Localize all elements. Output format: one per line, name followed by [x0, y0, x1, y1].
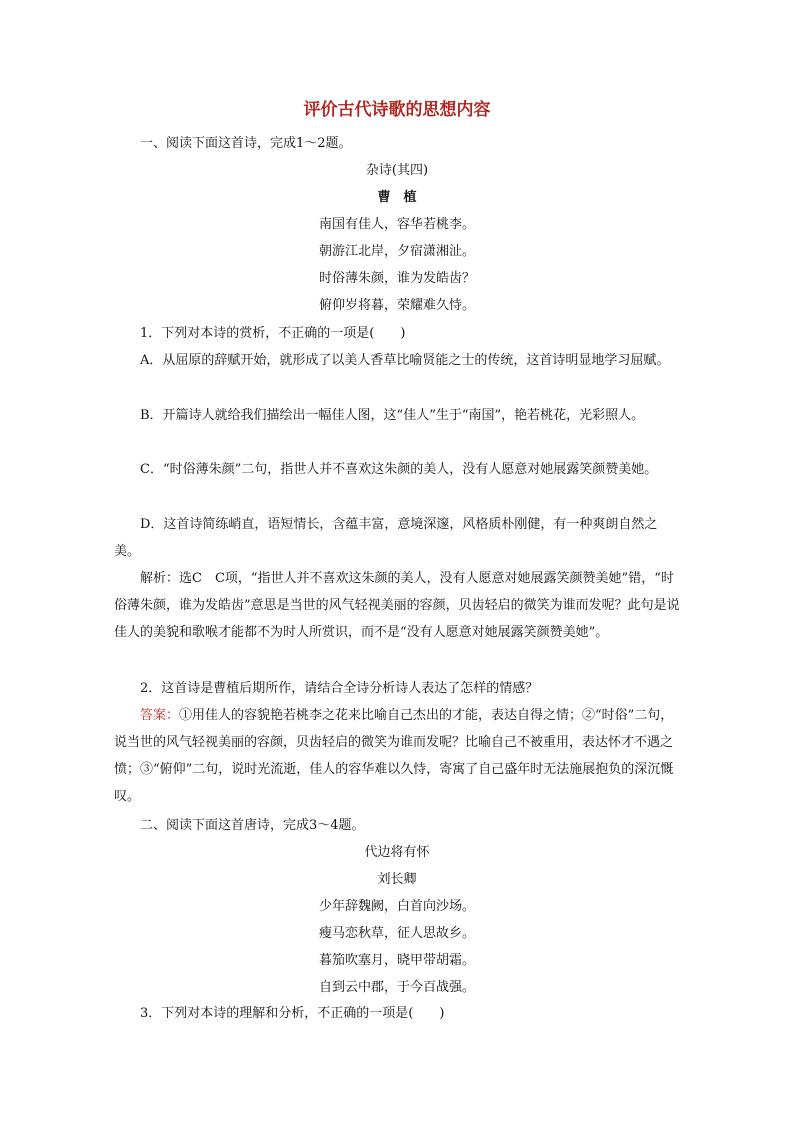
poem1-author: 曹 植 — [377, 190, 417, 205]
poem1-line-1: 南国有佳人，容华若桃李。 — [318, 217, 475, 232]
analysis-label: 解析： — [140, 571, 180, 586]
poem2-line-1: 少年辞魏阙，白首向沙场。 — [318, 899, 475, 914]
poem2-line-4: 自到云中郡，于今百战强。 — [318, 980, 475, 995]
poem1-title: 杂诗(其四) — [365, 163, 429, 178]
poem1-line-2: 朝游江北岸，夕宿潇湘沚。 — [318, 244, 475, 259]
answer-label: 答案： — [140, 708, 180, 723]
question-1-option-c: C．“时俗薄朱颜”二句，指世人并不喜欢这朱颜的美人，没有人愿意对她展露笑颜赞美她。 — [140, 462, 658, 477]
question-2-stem: 2．这首诗是曹植后期所作，请结合全诗分析诗人表达了怎样的情感？ — [140, 681, 539, 696]
question-1-stem: 1．下列对本诗的赏析，不正确的一项是( ) — [140, 326, 406, 341]
question-1-analysis — [114, 565, 682, 646]
poem1-line-4: 俯仰岁将暮，荣耀难久恃。 — [318, 298, 475, 313]
poem2-author: 刘长卿 — [377, 872, 417, 887]
analysis-text: 选C C项，“指世人并不喜欢这朱颜的美人，没有人愿意对她展露笑颜赞美她”错，“时俗薄朱颜，谁为发皓齿”意思是当世的风气轻视美丽的容颜，贝齿轻启的微笑为谁而发呢？此句是说佳人的美貌和歌喉才能都不为时人所赏识，而不是“没有人愿意对她展露笑颜赞美她”。 — [114, 571, 680, 640]
question-1-option-d: D．这首诗简练峭直，语短情长，含蕴丰富，意境深邃，风格质朴刚健，有一种爽朗自然之美。 — [114, 517, 658, 559]
question-1-option-a: A．从屈原的辞赋开始，就形成了以美人香草比喻贤能之士的传统，这首诗明显地学习屈赋。 — [140, 353, 670, 368]
poem2-title: 代边将有怀 — [364, 845, 430, 860]
answer-text: ①用佳人的容貌艳若桃李之花来比喻自己杰出的才能，表达自得之情；②“时俗”二句，说当世的风气轻视美丽的容颜，贝齿轻启的微笑为谁而发呢？比喻自己不被重用，表达怀才不遇之愤；③“俯仰”二句，说时光流逝，佳人的容华难以久恃，寄寓了自己盛年时无法施展抱负的深沉慨叹。 — [114, 708, 674, 804]
question-1-option-b: B．开篇诗人就给我们描绘出一幅佳人图，这“佳人”生于“南国”，艳若桃花，光彩照人。 — [140, 408, 645, 423]
question-2-answer — [114, 702, 682, 810]
poem1-line-3: 时俗薄朱颜，谁为发皓齿？ — [318, 271, 475, 286]
section1-intro: 一、阅读下面这首诗，完成1～2题。 — [140, 136, 352, 151]
question-3-stem: 3．下列对本诗的理解和分析，不正确的一项是( ) — [140, 1006, 445, 1021]
section2-intro: 二、阅读下面这首唐诗，完成3～4题。 — [140, 818, 365, 833]
poem2-line-2: 瘦马恋秋草，征人思故乡。 — [318, 926, 475, 941]
poem2-line-3: 暮笳吹塞月，晓甲带胡霜。 — [318, 953, 475, 968]
page-title: 评价古代诗歌的思想内容 — [303, 100, 491, 120]
